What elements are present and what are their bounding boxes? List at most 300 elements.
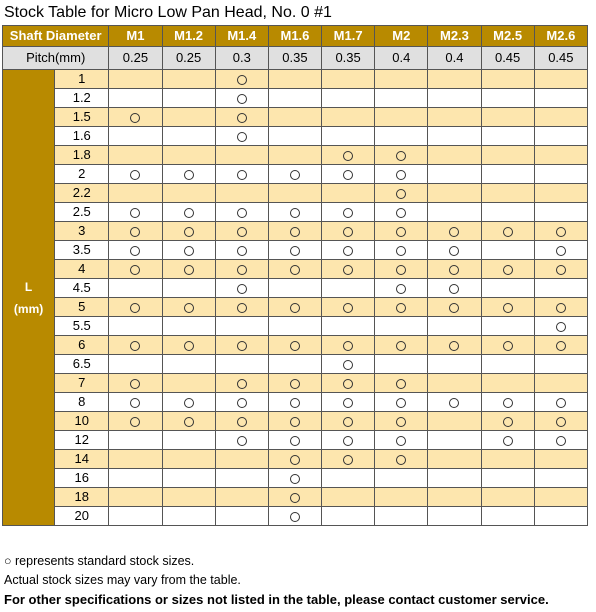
stock-cell: [215, 336, 268, 355]
stock-circle-icon: [396, 455, 406, 465]
stock-cell: [481, 507, 534, 526]
stock-circle-icon: [343, 341, 353, 351]
stock-circle-icon: [237, 208, 247, 218]
stock-cell: [322, 374, 375, 393]
stock-circle-icon: [130, 227, 140, 237]
stock-cell: [322, 317, 375, 336]
stock-cell: [375, 450, 428, 469]
stock-cell: [534, 336, 587, 355]
stock-cell: [481, 469, 534, 488]
length-value: 5.5: [55, 317, 109, 336]
stock-cell: [162, 165, 215, 184]
pitch-value: 0.4: [375, 47, 428, 70]
stock-cell: [481, 317, 534, 336]
stock-cell: [162, 203, 215, 222]
stock-cell: [215, 279, 268, 298]
stock-circle-icon: [237, 436, 247, 446]
pitch-value: 0.35: [268, 47, 321, 70]
stock-cell: [375, 469, 428, 488]
stock-cell: [375, 146, 428, 165]
stock-cell: [162, 89, 215, 108]
stock-cell: [109, 469, 162, 488]
stock-cell: [322, 279, 375, 298]
stock-cell: [215, 165, 268, 184]
stock-circle-icon: [184, 170, 194, 180]
table-row: [3, 165, 588, 184]
table-row: [3, 355, 588, 374]
stock-circle-icon: [396, 303, 406, 313]
stock-cell: [428, 89, 481, 108]
stock-cell: [481, 184, 534, 203]
stock-cell: [375, 241, 428, 260]
stock-circle-icon: [556, 246, 566, 256]
table-row: [3, 393, 588, 412]
disclaimer-note: Actual stock sizes may vary from the table.: [4, 573, 241, 587]
stock-cell: [322, 507, 375, 526]
stock-cell: [268, 488, 321, 507]
stock-cell: [109, 374, 162, 393]
table-row: [3, 336, 588, 355]
stock-cell: [215, 469, 268, 488]
stock-cell: [109, 127, 162, 146]
table-row: [3, 469, 588, 488]
stock-cell: [215, 241, 268, 260]
table-row: [3, 374, 588, 393]
stock-circle-icon: [130, 265, 140, 275]
stock-cell: [375, 222, 428, 241]
table-row: [3, 279, 588, 298]
table-row: [3, 203, 588, 222]
stock-cell: [428, 70, 481, 89]
stock-cell: [375, 507, 428, 526]
stock-cell: [268, 279, 321, 298]
stock-circle-icon: [556, 303, 566, 313]
stock-cell: [428, 374, 481, 393]
stock-circle-icon: [237, 227, 247, 237]
length-value: 3.5: [55, 241, 109, 260]
stock-circle-icon: [343, 227, 353, 237]
stock-cell: [534, 146, 587, 165]
stock-cell: [268, 260, 321, 279]
stock-cell: [534, 260, 587, 279]
stock-circle-icon: [343, 208, 353, 218]
stock-circle-icon: [396, 379, 406, 389]
pitch-value: 0.3: [215, 47, 268, 70]
stock-cell: [375, 279, 428, 298]
stock-circle-icon: [290, 379, 300, 389]
size-header-m1-6: M1.6: [268, 26, 321, 47]
length-value: 1: [55, 70, 109, 89]
pitch-row: [3, 47, 588, 70]
page-title: Stock Table for Micro Low Pan Head, No. 0 #1: [4, 4, 332, 21]
pitch-value: 0.35: [322, 47, 375, 70]
stock-cell: [322, 203, 375, 222]
stock-cell: [109, 184, 162, 203]
stock-cell: [322, 431, 375, 450]
stock-cell: [428, 108, 481, 127]
stock-cell: [375, 298, 428, 317]
table-row: [3, 507, 588, 526]
table-row: [3, 184, 588, 203]
stock-circle-icon: [449, 227, 459, 237]
table-row: [3, 70, 588, 89]
stock-cell: [268, 298, 321, 317]
length-value: 12: [55, 431, 109, 450]
stock-cell: [322, 222, 375, 241]
stock-cell: [481, 431, 534, 450]
size-header-m1-2: M1.2: [162, 26, 215, 47]
stock-cell: [534, 127, 587, 146]
stock-circle-icon: [449, 341, 459, 351]
stock-cell: [322, 469, 375, 488]
table-row: [3, 450, 588, 469]
stock-cell: [481, 260, 534, 279]
stock-circle-icon: [556, 398, 566, 408]
stock-cell: [322, 393, 375, 412]
stock-circle-icon: [184, 398, 194, 408]
stock-circle-icon: [396, 246, 406, 256]
stock-circle-icon: [130, 417, 140, 427]
stock-cell: [428, 241, 481, 260]
stock-circle-icon: [290, 417, 300, 427]
size-header-m2-3: M2.3: [428, 26, 481, 47]
stock-cell: [428, 336, 481, 355]
length-value: 7: [55, 374, 109, 393]
stock-cell: [481, 412, 534, 431]
stock-cell: [109, 355, 162, 374]
stock-cell: [162, 431, 215, 450]
stock-cell: [268, 203, 321, 222]
stock-cell: [162, 298, 215, 317]
stock-circle-icon: [130, 379, 140, 389]
stock-cell: [162, 222, 215, 241]
stock-cell: [162, 127, 215, 146]
length-value: 1.6: [55, 127, 109, 146]
pitch-header: Pitch(mm): [3, 47, 109, 70]
stock-cell: [375, 127, 428, 146]
stock-cell: [268, 127, 321, 146]
stock-cell: [534, 279, 587, 298]
stock-cell: [375, 165, 428, 184]
table-row: [3, 222, 588, 241]
stock-circle-icon: [237, 246, 247, 256]
stock-circle-icon: [237, 132, 247, 142]
stock-cell: [162, 336, 215, 355]
stock-cell: [428, 279, 481, 298]
stock-cell: [534, 374, 587, 393]
stock-circle-icon: [396, 284, 406, 294]
table-row: [3, 412, 588, 431]
stock-circle-icon: [343, 436, 353, 446]
stock-cell: [268, 393, 321, 412]
stock-cell: [109, 336, 162, 355]
stock-cell: [215, 393, 268, 412]
stock-cell: [268, 70, 321, 89]
stock-circle-icon: [130, 208, 140, 218]
length-value: 2.2: [55, 184, 109, 203]
stock-cell: [268, 108, 321, 127]
stock-cell: [481, 146, 534, 165]
stock-cell: [322, 355, 375, 374]
stock-circle-icon: [237, 341, 247, 351]
stock-circle-icon: [130, 246, 140, 256]
stock-cell: [109, 70, 162, 89]
stock-circle-icon: [343, 151, 353, 161]
stock-cell: [322, 241, 375, 260]
length-value: 20: [55, 507, 109, 526]
stock-circle-icon: [237, 379, 247, 389]
pitch-value: 0.45: [481, 47, 534, 70]
stock-circle-icon: [237, 417, 247, 427]
stock-circle-icon: [290, 474, 300, 484]
contact-note: For other specifications or sizes not listed in the table, please contact customer service.: [4, 592, 549, 607]
stock-cell: [534, 89, 587, 108]
stock-cell: [481, 393, 534, 412]
stock-cell: [481, 203, 534, 222]
stock-circle-icon: [184, 208, 194, 218]
stock-circle-icon: [130, 398, 140, 408]
stock-cell: [268, 355, 321, 374]
stock-cell: [428, 203, 481, 222]
size-header-m2: M2: [375, 26, 428, 47]
stock-cell: [481, 336, 534, 355]
stock-cell: [162, 374, 215, 393]
stock-cell: [428, 127, 481, 146]
pitch-value: 0.25: [109, 47, 162, 70]
stock-cell: [375, 488, 428, 507]
stock-cell: [428, 146, 481, 165]
stock-cell: [375, 374, 428, 393]
length-value: 2.5: [55, 203, 109, 222]
stock-circle-icon: [290, 265, 300, 275]
stock-circle-icon: [290, 170, 300, 180]
pitch-value: 0.45: [534, 47, 587, 70]
stock-circle-icon: [343, 265, 353, 275]
stock-cell: [428, 317, 481, 336]
stock-cell: [109, 146, 162, 165]
stock-cell: [215, 222, 268, 241]
length-value: 4: [55, 260, 109, 279]
stock-cell: [322, 450, 375, 469]
stock-circle-icon: [237, 398, 247, 408]
stock-circle-icon: [449, 398, 459, 408]
stock-cell: [375, 70, 428, 89]
stock-cell: [215, 317, 268, 336]
table-row: [3, 241, 588, 260]
stock-cell: [322, 298, 375, 317]
stock-circle-icon: [343, 170, 353, 180]
stock-circle-icon: [237, 75, 247, 85]
stock-cell: [375, 89, 428, 108]
stock-cell: [322, 108, 375, 127]
table-row: [3, 108, 588, 127]
length-value: 2: [55, 165, 109, 184]
stock-cell: [109, 488, 162, 507]
length-value: 16: [55, 469, 109, 488]
table-row: [3, 298, 588, 317]
stock-cell: [322, 146, 375, 165]
stock-circle-icon: [449, 284, 459, 294]
shaft-diameter-header: Shaft Diameter: [3, 26, 109, 47]
stock-cell: [215, 184, 268, 203]
stock-cell: [428, 165, 481, 184]
stock-cell: [162, 108, 215, 127]
stock-cell: [534, 317, 587, 336]
stock-table: [2, 25, 588, 526]
stock-cell: [322, 412, 375, 431]
stock-cell: [162, 260, 215, 279]
stock-cell: [481, 450, 534, 469]
stock-cell: [162, 450, 215, 469]
stock-circle-icon: [396, 227, 406, 237]
stock-circle-icon: [343, 417, 353, 427]
stock-cell: [162, 184, 215, 203]
stock-cell: [322, 488, 375, 507]
stock-cell: [375, 184, 428, 203]
stock-circle-icon: [556, 436, 566, 446]
stock-cell: [109, 393, 162, 412]
stock-cell: [162, 279, 215, 298]
stock-circle-icon: [184, 265, 194, 275]
stock-cell: [428, 260, 481, 279]
stock-circle-icon: [503, 436, 513, 446]
table-row: [3, 89, 588, 108]
stock-cell: [375, 260, 428, 279]
stock-cell: [322, 260, 375, 279]
stock-circle-icon: [343, 398, 353, 408]
stock-cell: [268, 146, 321, 165]
stock-cell: [268, 317, 321, 336]
stock-cell: [215, 431, 268, 450]
length-value: 18: [55, 488, 109, 507]
stock-body: [3, 70, 588, 526]
stock-cell: [481, 241, 534, 260]
stock-cell: [268, 450, 321, 469]
table-row: [3, 431, 588, 450]
stock-cell: [375, 203, 428, 222]
stock-circle-icon: [503, 265, 513, 275]
stock-cell: [534, 108, 587, 127]
stock-circle-icon: [237, 265, 247, 275]
stock-circle-icon: [290, 436, 300, 446]
stock-circle-icon: [184, 341, 194, 351]
stock-circle-icon: [290, 398, 300, 408]
stock-cell: [428, 184, 481, 203]
stock-cell: [215, 260, 268, 279]
stock-cell: [215, 298, 268, 317]
stock-cell: [162, 241, 215, 260]
stock-cell: [109, 412, 162, 431]
stock-cell: [534, 70, 587, 89]
stock-circle-icon: [290, 341, 300, 351]
stock-cell: [534, 222, 587, 241]
stock-cell: [109, 89, 162, 108]
stock-circle-icon: [449, 303, 459, 313]
stock-cell: [162, 393, 215, 412]
stock-circle-icon: [237, 303, 247, 313]
length-value: 14: [55, 450, 109, 469]
stock-cell: [428, 355, 481, 374]
stock-cell: [109, 165, 162, 184]
stock-cell: [109, 507, 162, 526]
stock-cell: [428, 393, 481, 412]
stock-cell: [215, 89, 268, 108]
stock-cell: [109, 450, 162, 469]
stock-circle-icon: [290, 227, 300, 237]
stock-cell: [322, 89, 375, 108]
stock-cell: [481, 108, 534, 127]
stock-circle-icon: [556, 341, 566, 351]
length-unit-label: (mm): [13, 301, 44, 316]
stock-cell: [322, 127, 375, 146]
stock-cell: [428, 431, 481, 450]
stock-cell: [375, 336, 428, 355]
stock-circle-icon: [556, 322, 566, 332]
size-header-m2-5: M2.5: [481, 26, 534, 47]
length-value: 4.5: [55, 279, 109, 298]
stock-cell: [428, 412, 481, 431]
stock-cell: [162, 70, 215, 89]
stock-cell: [109, 279, 162, 298]
stock-cell: [268, 374, 321, 393]
stock-cell: [215, 127, 268, 146]
stock-circle-icon: [237, 113, 247, 123]
stock-cell: [162, 507, 215, 526]
stock-circle-icon: [343, 455, 353, 465]
stock-circle-icon: [184, 227, 194, 237]
stock-cell: [534, 184, 587, 203]
stock-cell: [481, 488, 534, 507]
stock-cell: [481, 374, 534, 393]
stock-circle-icon: [130, 303, 140, 313]
stock-cell: [534, 241, 587, 260]
notes: [4, 552, 549, 609]
length-value: 6.5: [55, 355, 109, 374]
stock-cell: [534, 298, 587, 317]
stock-circle-icon: [237, 170, 247, 180]
stock-cell: [534, 355, 587, 374]
stock-cell: [375, 108, 428, 127]
stock-cell: [109, 241, 162, 260]
stock-cell: [162, 412, 215, 431]
stock-circle-icon: [130, 341, 140, 351]
stock-circle-icon: [343, 303, 353, 313]
stock-cell: [215, 374, 268, 393]
stock-circle-icon: [237, 94, 247, 104]
stock-circle-icon: [396, 151, 406, 161]
stock-cell: [109, 298, 162, 317]
size-header-m2-6: M2.6: [534, 26, 587, 47]
stock-circle-icon: [396, 170, 406, 180]
stock-cell: [322, 336, 375, 355]
length-value: 8: [55, 393, 109, 412]
stock-cell: [109, 431, 162, 450]
stock-cell: [109, 203, 162, 222]
stock-circle-icon: [449, 246, 459, 256]
stock-circle-icon: [184, 417, 194, 427]
stock-circle-icon: [503, 227, 513, 237]
size-header-m1-7: M1.7: [322, 26, 375, 47]
stock-circle-icon: [130, 170, 140, 180]
stock-circle-icon: [396, 436, 406, 446]
pitch-value: 0.25: [162, 47, 215, 70]
stock-circle-icon: [343, 379, 353, 389]
stock-circle-icon: [290, 455, 300, 465]
stock-cell: [534, 431, 587, 450]
stock-cell: [428, 507, 481, 526]
stock-circle-icon: [503, 417, 513, 427]
stock-cell: [534, 165, 587, 184]
